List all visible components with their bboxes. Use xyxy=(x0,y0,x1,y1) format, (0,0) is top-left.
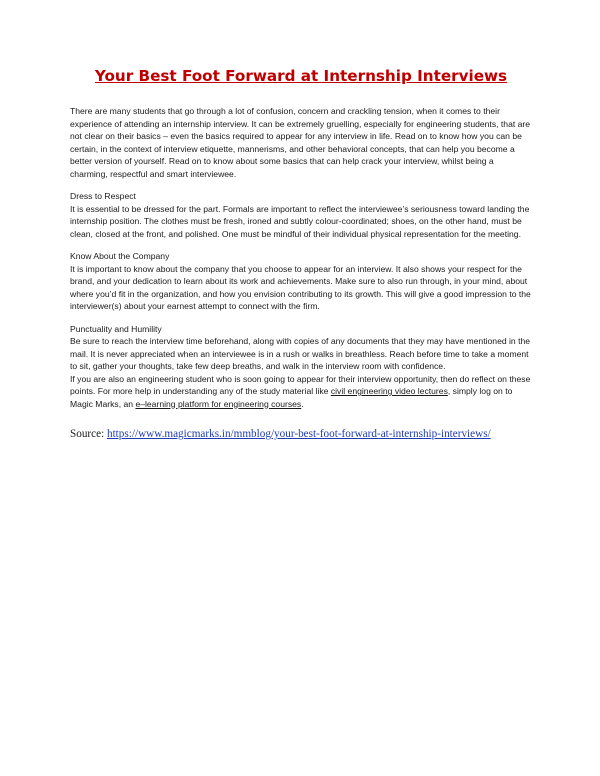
section-heading: Punctuality and Humility xyxy=(70,323,162,334)
section-punctuality-humility xyxy=(70,323,532,373)
section-dress-to-respect xyxy=(70,190,532,240)
section-know-about-company xyxy=(70,250,532,313)
closing-text: , simply log on to Magic Marks, an xyxy=(70,386,513,409)
document-page xyxy=(70,66,532,441)
closing-paragraph xyxy=(70,373,532,411)
section-heading: Know About the Company xyxy=(70,251,170,261)
source-line xyxy=(70,427,532,441)
source-label: Source: xyxy=(70,428,107,440)
page-title: Your Best Foot Forward at Internship Interviews xyxy=(94,67,508,85)
section-body: Be sure to reach the interview time beforehand, along with copies of any documents that they may have mentioned in the mail. It is never appreciated when an interviewee is in a rush or walks in breathless. Reach before time to take a moment to sit, gather your thoughts, take few deep breaths, and walk in the interview room with confidence. xyxy=(70,336,531,371)
section-body: It is important to know about the company that you choose to appear for an interview. It also shows your respect for the brand, and your dedication to learn about its work and achievements. Make sure to also run through, in your mind, about where you’d fit in the organization, and how you envision contributing to its growth. This will give a good impression to the interviewer(s) about your earnest attempt to connect with the firm. xyxy=(70,263,531,311)
intro-paragraph: There are many students that go through a lot of confusion, concern and crackling tension, when it comes to their experience of attending an internship interview. It can be extremely gruelling, especially for engineering students, that are not clear on their basics – even the basics required to appear for any interview in life. Read on to know how you can be certain, in the context of interview etiquette, mannerisms, and other behavioral concepts, that can help you become a better version of yourself. Read on to know about some basics that can help crack your interview, whilst being a charming, respectful and smart interviewee. xyxy=(70,106,531,179)
section-heading: Dress to Respect xyxy=(70,191,136,201)
section-body: It is essential to be dressed for the part. Formals are important to reflect the interviewee’s seriousness toward landing the internship position. The clothes must be fresh, ironed and subtly colour-coordinated; shoes, on the other hand, must be clean, closed at the front, and polished. One must be mindful of their individual physical representation for the meeting. xyxy=(70,203,530,239)
elearning-platform-link[interactable]: e–learning platform for engineering courses xyxy=(135,398,302,409)
source-link[interactable]: https://www.magicmarks.in/mmblog/your-best-foot-forward-at-internship-interviews/ xyxy=(106,428,491,440)
closing-text: If you are also an engineering student who is soon going to appear for their interview opportunity, then do reflect on these points. For more help in understanding any of the study material like xyxy=(70,373,531,396)
closing-text: . xyxy=(301,398,304,409)
civil-engineering-lectures-link[interactable]: civil engineering video lectures xyxy=(330,386,448,396)
